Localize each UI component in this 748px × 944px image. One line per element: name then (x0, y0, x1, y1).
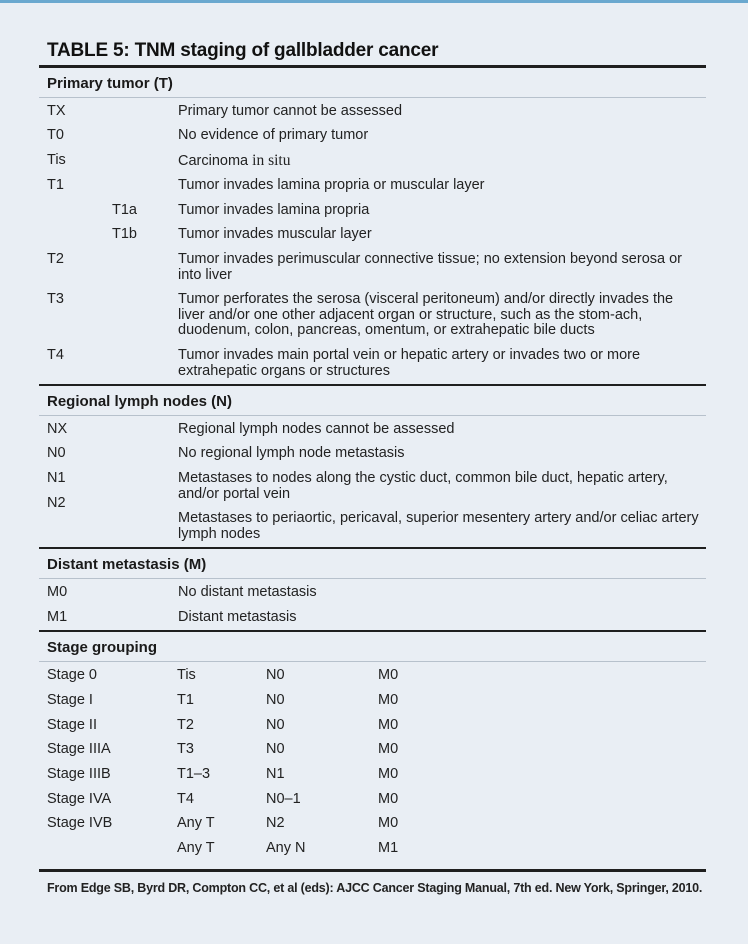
stage-m: M0 (378, 741, 399, 757)
stage-m: M0 (378, 815, 399, 831)
n-description: Regional lymph nodes cannot be assessed (178, 421, 455, 437)
stage-label: Stage IVA (47, 791, 112, 807)
stage-n: N0 (266, 667, 285, 683)
stage-m: M0 (378, 667, 399, 683)
stage-t: T3 (177, 741, 194, 757)
t-code: T0 (47, 127, 64, 143)
title-rule (39, 65, 706, 68)
t-code: T3 (47, 291, 64, 307)
stage-t: T1–3 (177, 766, 211, 782)
table-title: TABLE 5: TNM staging of gallbladder cancer (47, 40, 439, 61)
t-description: Tumor perforates the serosa (visceral peritoneum) and/or directly invades the liver and/or one other adjacent organ or structure, such as the stom-ach, duodenum, colon, pancreas, omentum, or extrahepatic bile ducts (178, 291, 674, 338)
stage-label: Stage II (47, 717, 97, 733)
section-divider (39, 661, 706, 662)
stage-label: Stage 0 (47, 667, 97, 683)
stage-m: M0 (378, 791, 399, 807)
stage-n: N0–1 (266, 791, 301, 807)
t-description: Tumor invades muscular layer (178, 226, 372, 242)
m-description: No distant metastasis (178, 584, 317, 600)
m-code: M1 (47, 609, 68, 625)
t-description: Tumor invades perimuscular connective tissue; no extension beyond serosa or into liver (178, 251, 683, 283)
section-divider (39, 97, 706, 98)
stage-label: Stage IIIA (47, 741, 111, 757)
n-description: No regional lymph node metastasis (178, 445, 405, 461)
stage-m: M0 (378, 766, 399, 782)
stage-label: Stage I (47, 692, 93, 708)
n-description: Metastases to periaortic, pericaval, superior mesentery artery and/or celiac artery lymph nodes (178, 510, 699, 542)
primary-tumor-heading: Primary tumor (T) (47, 75, 173, 92)
t-description: No evidence of primary tumor (178, 127, 369, 143)
t-description: Primary tumor cannot be assessed (178, 103, 403, 119)
stage-n: N0 (266, 741, 285, 757)
stage-n: N1 (266, 766, 285, 782)
section-rule (39, 630, 706, 632)
stage-n: Any N (266, 840, 306, 856)
lymph-nodes-heading: Regional lymph nodes (N) (47, 393, 233, 410)
stage-label: Stage IVB (47, 815, 113, 831)
m-description: Distant metastasis (178, 609, 297, 625)
t-description: Tumor invades lamina propria or muscular layer (178, 177, 485, 193)
t-code: T2 (47, 251, 64, 267)
t-description-italic: in situ (252, 152, 291, 169)
t-subcode: T1a (112, 202, 137, 218)
stage-n: N0 (266, 717, 285, 733)
distant-metastasis-heading: Distant metastasis (M) (47, 556, 207, 573)
source-footnote: From Edge SB, Byrd DR, Compton CC, et al (eds): AJCC Cancer Staging Manual, 7th ed. New York, Springer, 2010. (47, 881, 703, 895)
t-code: T1 (47, 177, 64, 193)
t-code: T4 (47, 347, 64, 363)
t-subcode: T1b (112, 226, 137, 242)
stage-n: N0 (266, 692, 285, 708)
t-description-text: Carcinoma (178, 153, 253, 169)
n-code: N1 (47, 470, 66, 486)
t-code: Tis (47, 152, 66, 168)
stage-t: Tis (177, 667, 196, 683)
stage-grouping-heading: Stage grouping (47, 639, 157, 656)
stage-m: M0 (378, 717, 399, 733)
section-rule (39, 547, 706, 549)
bottom-rule (39, 869, 706, 872)
stage-t: T4 (177, 791, 194, 807)
m-code: M0 (47, 584, 68, 600)
section-divider (39, 415, 706, 416)
t-code: TX (47, 103, 66, 119)
stage-t: T1 (177, 692, 194, 708)
n-description: Metastases to nodes along the cystic duct, common bile duct, hepatic artery, and/or portal vein (178, 470, 668, 502)
t-description: Tumor invades main portal vein or hepatic artery or invades two or more extrahepatic organs or structures (178, 347, 641, 379)
stage-t: Any T (177, 840, 215, 856)
stage-label: Stage IIIB (47, 766, 111, 782)
section-rule (39, 384, 706, 386)
n-code: N2 (47, 495, 66, 511)
t-description: Tumor invades lamina propria (178, 202, 370, 218)
stage-m: M0 (378, 692, 399, 708)
stage-t: Any T (177, 815, 215, 831)
n-code: N0 (47, 445, 66, 461)
top-accent-rule (0, 0, 748, 3)
stage-m: M1 (378, 840, 399, 856)
stage-n: N2 (266, 815, 285, 831)
n-code: NX (47, 421, 68, 437)
stage-t: T2 (177, 717, 194, 733)
section-divider (39, 578, 706, 579)
t-description (178, 153, 703, 170)
